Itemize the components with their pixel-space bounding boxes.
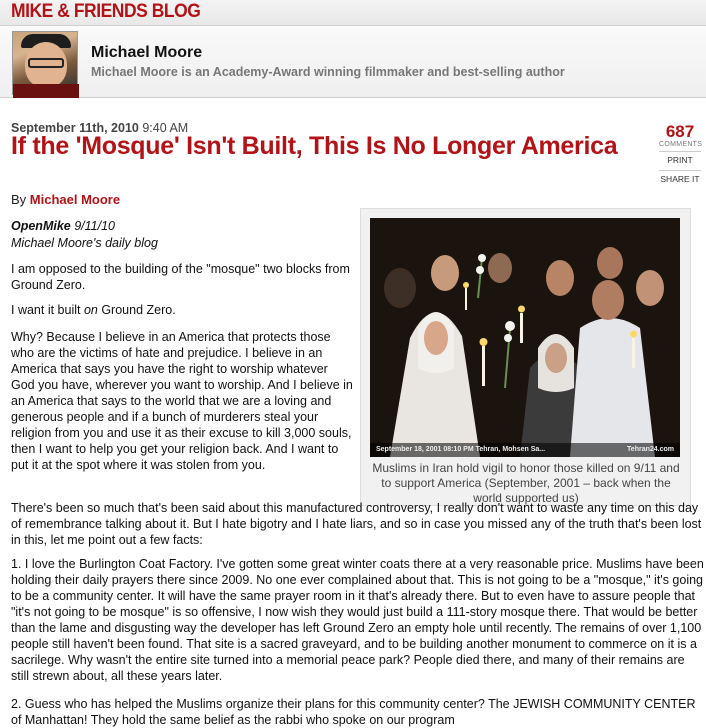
paragraph-5: 1. I love the Burlington Coat Factory. I've gotten some great winter coats there at a very reasonable price. Muslims have been holding their daily prayers there since 2009. No one ever complained about that. This is not going to be a "mosque," it's going to be a community center. It will have the same prayer room in it that's already there. But to even have to assure people that "it's not going to be mosque" is so offensive, I now wish they would just build a 111-story mosque there. That would be better than the lame and disgusting way the developer has left Ground Zero an empty hole until recently. The remains of over 1,100 people still haven't been found. That site is a sacred graveyard, and to be building another monument to commerce on it is a sacrilege. Why wasn't the entire site turned into a memorial peace park? People died there, and many of their remains are still strewn about, all these years later. (11, 557, 704, 683)
byline (11, 192, 120, 207)
paragraph-2 (11, 302, 353, 318)
author-bio: Michael Moore is an Academy-Award winning filmmaker and best-selling author (91, 65, 565, 79)
print-button[interactable]: PRINT (659, 151, 701, 167)
paragraph-2-pre: I want it built (11, 303, 84, 317)
paragraph-2-emphasis: on (83, 303, 98, 317)
photo-figure (360, 208, 691, 506)
post-tools (659, 123, 701, 186)
vigil-photo-art (370, 218, 680, 457)
vigil-photo[interactable] (370, 218, 680, 457)
comment-count[interactable]: 687 (665, 122, 695, 141)
post-content (0, 99, 706, 727)
byline-author-link[interactable]: Michael Moore (29, 192, 121, 207)
author-avatar[interactable] (12, 31, 78, 95)
paragraph-2-post: Ground Zero. (97, 303, 176, 317)
source-description: Michael Moore's daily blog (11, 236, 158, 250)
avatar-shirt (13, 84, 79, 98)
photo-stamp-left: September 18, 2001 08:10 PM Tehran, Mohsen Sa... (376, 446, 546, 453)
photo-caption: Muslims in Iran hold vigil to honor those killed on 9/11 and to support America (September, 2001 – back when the world supported us) (372, 461, 680, 505)
photo-stamp-right: Tehran24.com (627, 446, 674, 453)
post-title[interactable]: If the 'Mosque' Isn't Built, This Is No Longer America (11, 132, 618, 160)
paragraph-6: 2. Guess who has helped the Muslims organize their plans for this community center? The JEWISH COMMUNITY CENTER of Manhattan! They hold the same belief as the rabbi who spoke on our program (11, 697, 696, 727)
post-date-day: September 11th, 2010 (11, 121, 139, 135)
blog-title[interactable]: MIKE & FRIENDS BLOG (11, 1, 201, 22)
paragraph-3: Why? Because I believe in an America that protects those who are the victims of hate and prejudice. I believe in an America that says you have the right to worship whatever God you have, wherever you want to worship. And I believe in an America that says to the world that we are a loving and generous people and if a bunch of murderers steal your religion from you and use it as their excuse to kill 3,000 souls, then I want to help you get your religion back. And I want to put it at the spot where it was stolen from you. (11, 330, 353, 472)
comment-label[interactable]: COMMENTS (659, 141, 703, 148)
byline-label: By (11, 192, 27, 207)
avatar-glasses (28, 58, 64, 68)
author-name[interactable]: Michael Moore (91, 44, 203, 61)
source-line (11, 219, 115, 233)
blog-header-bar (0, 0, 706, 26)
post-date-time: 9:40 AM (142, 121, 189, 135)
share-button[interactable]: SHARE IT (659, 170, 701, 186)
paragraph-1: I am opposed to the building of the "mosque" two blocks from Ground Zero. (11, 262, 350, 292)
paragraph-4: There's been so much that's been said about this manufactured controversy, I really don't want to waste any time on this day of remembrance talking about it. But I hate bigotry and I hate liars, and so in case you missed any of the truth that's been lost in this, let me point out a few facts: (11, 501, 702, 547)
source-date: 9/11/10 (74, 219, 116, 233)
source-name: OpenMike (11, 219, 71, 233)
author-strip (0, 26, 706, 98)
